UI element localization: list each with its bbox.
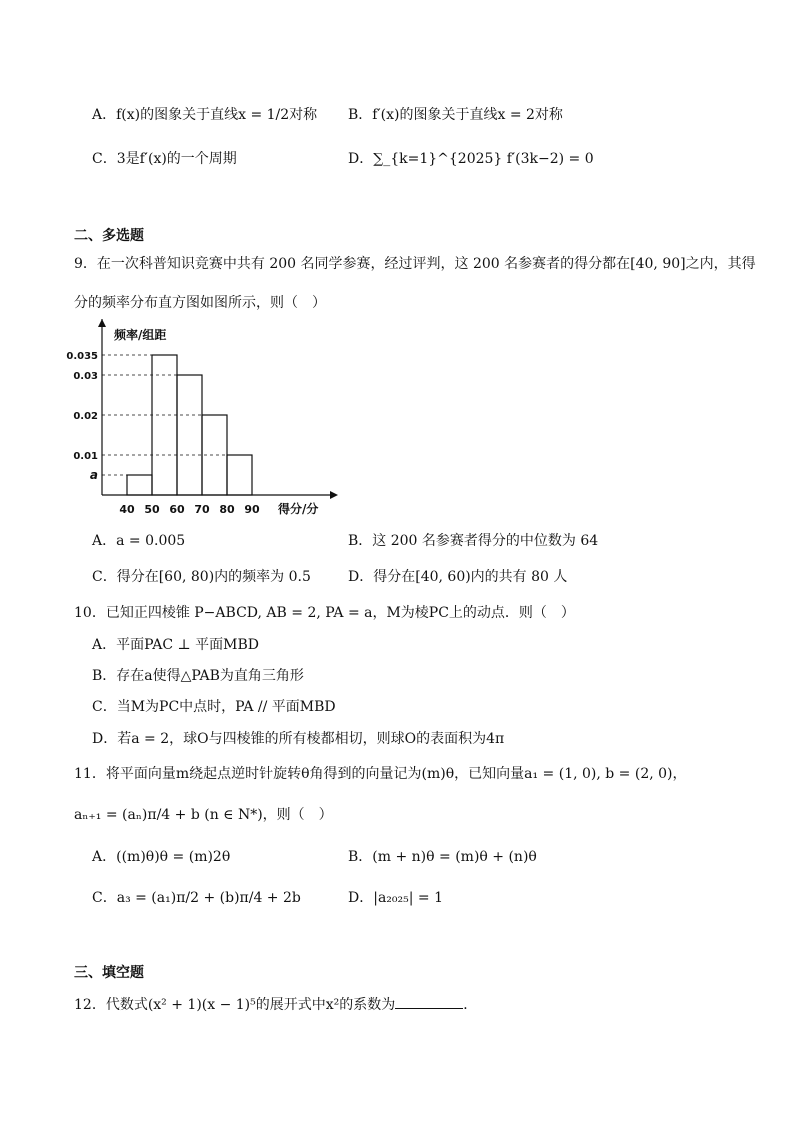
q11-option-b-text: (m + n)θ = (m)θ + (n)θ [372,849,537,865]
q8-option-a-label: A． [92,107,117,123]
q9-stem-line2: 分的频率分布直方图如图所示，则（ ） [74,295,326,311]
x-tick-label: 40 [119,503,135,516]
y-tick-label: 0.035 [66,351,98,362]
q9-option-b-label: B． [348,533,373,549]
q12-stem-end: ． [463,997,478,1013]
q10-option-a: A．平面PAC ⊥ 平面MBD [92,637,259,653]
section-heading-multiple-choice: 二、多选题 [74,228,144,244]
q9-option-d [348,566,567,586]
x-tick-label: 80 [219,503,235,516]
y-axis-arrow [98,319,106,327]
q11-option-b [348,846,537,866]
q11-option-a-text: ((m)θ)θ = (m)2θ [116,849,231,865]
q11-option-a [92,846,230,866]
histogram-bar [177,375,202,495]
q9-option-a-label: A． [92,533,117,549]
q10-option-c: C．当M为PC中点时，PA // 平面MBD [92,699,336,715]
q12-stem [74,994,477,1014]
q8-option-b [348,104,563,124]
q11-option-d-label: D． [348,890,374,906]
q11-option-c [92,887,301,907]
x-tick-label: 90 [244,503,260,516]
q8-option-d [348,148,594,168]
q8-option-c-text: 3是f′(x)的一个周期 [116,151,237,167]
q11-option-a-label: A． [92,849,117,865]
q11-stem-line1: 11．将平面向量m绕起点逆时针旋转θ角得到的向量记为(m)θ，已知向量a₁ = (1, 0), b = (2, 0)， [74,766,687,782]
y-tick-label: a [89,468,98,482]
q9-option-c-label: C． [92,569,117,585]
histogram-bar [127,475,152,495]
x-axis-arrow [330,491,338,499]
y-tick-label: 0.03 [73,371,98,382]
q11-option-c-text: a₃ = (a₁)π/2 + (b)π/4 + 2b [116,890,301,906]
q11-option-c-label: C． [92,890,117,906]
q9-option-c [92,566,311,586]
y-axis-label: 频率/组距 [114,328,167,342]
q8-option-a-text: f(x)的图象关于直线x = 1/2对称 [116,107,318,123]
q12-answer-blank [395,994,463,1009]
q8-option-b-text: f′(x)的图象关于直线x = 2对称 [372,107,563,123]
x-tick-label: 70 [194,503,210,516]
q9-option-d-label: D． [348,569,374,585]
q10-option-b: B．存在a使得△PAB为直角三角形 [92,668,304,684]
y-tick-label: 0.01 [73,451,98,462]
q9-option-b [348,530,598,550]
q8-option-b-label: B． [348,107,373,123]
x-tick-label: 50 [144,503,160,516]
q12-stem-text: 12．代数式(x² + 1)(x − 1)⁵的展开式中x²的系数为 [74,997,396,1013]
q11-option-d [348,887,443,907]
q11-option-d-text: |a₂₀₂₅| = 1 [373,890,444,906]
q8-option-d-label: D． [348,151,374,167]
x-tick-label: 60 [169,503,185,516]
q9-histogram [60,315,360,520]
section-heading-fill-in: 三、填空题 [74,965,144,981]
histogram-bar [227,455,252,495]
q11-stem-line2: aₙ₊₁ = (aₙ)π/4 + b (n ∈ N*)，则（ ） [74,807,333,823]
q9-option-b-text: 这 200 名参赛者得分的中位数为 64 [372,533,599,549]
x-axis-label: 得分/分 [278,502,319,516]
q10-stem: 10．已知正四棱锥 P−ABCD, AB = 2, PA = a，M为棱PC上的动点．则（ ） [74,605,575,621]
q9-option-a [92,530,185,550]
q8-option-a [92,104,317,124]
q9-option-a-text: a = 0.005 [116,533,186,549]
q11-option-b-label: B． [348,849,373,865]
q8-option-d-text: ∑_{k=1}^{2025} f′(3k−2) = 0 [373,151,594,167]
histogram-bar [152,355,177,495]
q8-option-c [92,148,237,168]
q9-option-c-text: 得分在[60, 80)内的频率为 0.5 [116,569,311,585]
q9-stem-line1: 9．在一次科普知识竞赛中共有 200 名同学参赛，经过评判，这 200 名参赛者的得分都在[40, 90]之内，其得 [74,256,756,272]
q10-option-d: D．若a = 2，球O与四棱锥的所有棱都相切，则球O的表面积为4π [92,731,505,747]
q8-option-c-label: C． [92,151,117,167]
y-tick-label: 0.02 [73,411,98,422]
q9-option-d-text: 得分在[40, 60)内的共有 80 人 [373,569,568,585]
